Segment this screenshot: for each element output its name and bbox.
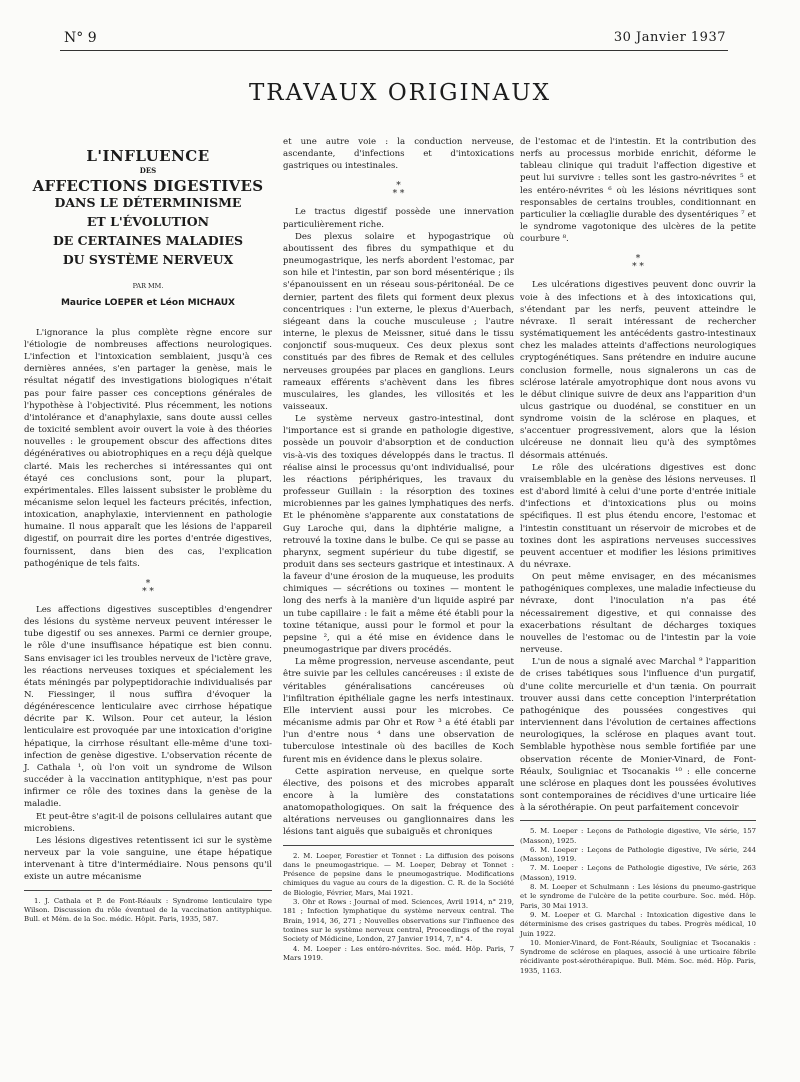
title-line-3b: ET L'ÉVOLUTION (86, 214, 210, 230)
title-line-3c: DE CERTAINES MALADIES (52, 233, 244, 249)
page-number: N° 9 (64, 30, 97, 46)
footnote: 6. M. Loeper : Leçons de Pathologie digestive, IVe série, 244 (Masson), 1919. (520, 845, 756, 864)
paragraph: On peut même envisager, en des mécanismes pathogéniques complexes, une maladie infectieuse du névraxe, dont l'inoculation n'a pas été nécessairement digestive, et qui connaisse des exacerbations résultant de décharges toxiques nouvelles de l'estomac ou de l'intestin par la voie nerveuse. (520, 572, 756, 656)
section-separator: * * * (632, 254, 644, 273)
title-line-3a: DANS LE DÉTERMINISME (54, 195, 242, 211)
footnote-rule (24, 890, 272, 891)
issue-date: 30 Janvier 1937 (613, 30, 726, 45)
column-3 (520, 136, 756, 976)
par-mm: PAR MM. (132, 282, 164, 291)
paragraph: Le tractus digestif possède une innervation particulièrement riche. (283, 207, 514, 230)
paragraph: L'un de nous a signalé avec Marchal ⁹ l'apparition de crises tabétiques sous l'influence d'un purgatif, d'une colite mercurielle et d'un tænia. On pourrait trouver aussi dans cette conception l'interprétation pathogénique des poussées congestives qui interviennent dans l'évolution de certaines affections neurologiques, la sclérose en plaques avant tout. Semblable hypothèse nous semble fortifiée par une observation récente de Monier-Vinard, de Font-Réaulx, Souligniac et Tsocanakis ¹⁰ : elle concerne une sclérose en plaques dont les poussées évolutives sont contemporaines de récidives d'une urticaire liée à la sérothérapie. On peut parfaitement concevoir (520, 657, 756, 814)
section-separator: * * * (392, 181, 405, 200)
column-2 (283, 136, 514, 963)
title-line-3d: DU SYSTÈME NERVEUX (62, 252, 234, 268)
paragraph: L'ignorance la plus complète règne encore sur l'étiologie de nombreuses affections neurologiques. L'infection et l'intoxication semblaient, jusqu'à ces dernières années, s'en partager la genèse, mais le résultat négatif des investigations biologiques n'était pas pour faire passer ces conceptions générales de l'hypothèse à l'objectivité. Plus récemment, les notions d'intolérance et d'anaphylaxie, sans doute aussi celles de toxicité semblent avoir ouvert la voie à des théories nouvelles : le groupement obscur des affections dites dégénératives ou abiotrophiques en a reçu déjà quelque clarté. Mais les recherches si intéressantes qui ont étayé ces conclusions sont, pour la plupart, expérimentales. Elles laissent subsister le problème du mécanisme selon lequel les facteurs précités, infection, intoxication, anaphylaxie, interviennent en pathologie humaine. Il nous apparaît que les lésions de l'appareil digestif, on pourrait dire les portes d'entrée digestives, fournissent, dans bien des cas, l'explication pathogénique de tels faits. (24, 327, 272, 569)
title-line-1: L'INFLUENCE (86, 147, 210, 165)
paragraph: Les affections digestives susceptibles d'engendrer des lésions du système nerveux peuvent intéresser le tube digestif ou ses annexes. Parmi ce dernier groupe, le rôle d'une insuffisance hépatique est bien connu. Sans envisager ici les troubles nerveux de l'ictère grave, les réactions nerveuses toxiques et spécialement les états méningés par polypeptidorachie individualisés par N. Fiessinger, il nous suffira d'évoquer la dégénérescence lenticulaire avec cirrhose hépatique décrite par K. Wilson. Pour cet auteur, la lésion lenticulaire est provoquée par une intoxication d'origine hépatique, la cirrhose résultant elle-même d'une toxi-infection de genèse digestive. L'observation récente de J. Cathala ¹, où l'on voit un syndrome de Wilson succéder à la vaccination antityphique, n'est pas pour infirmer ce rôle des toxines dans la genèse de la maladie. (24, 604, 272, 810)
section-title: TRAVAUX ORIGINAUX (248, 80, 552, 106)
paragraph: de l'estomac et de l'intestin. Et la contribution des nerfs au processus morbide enrichit, déforme le tableau clinique qui traduit l'affection digestive et peut lui survivre : telles sont les gastro-névrites ⁵ et les entéro-névrites ⁶ où les lésions névritiques sont responsables de certains troubles, conditionnant en particulier la cœliaglie durable des dysentériques ⁷ et le syndrome vagotonique des ulcères de la petite courbure ⁸. (520, 137, 756, 245)
paragraph: Cette aspiration nerveuse, en quelque sorte élective, des poisons et des microbes apparaît encore à la lumière des constatations anatomopathologiques. On sait la fréquence des altérations nerveuses ou ganglionnaires dans les lésions tant aiguës que subaiguës et chroniques (283, 766, 514, 838)
paragraph: Le système nerveux gastro-intestinal, dont l'importance est si grande en pathologie digestive, possède un pouvoir d'absorption et de conduction vis-à-vis des toxiques développés dans le tractus. Il réalise ainsi le processus qu'ont individualisé, pour les réactions périphériques, les travaux du professeur Guillain : la résorption des toxines microbiennes par les gaines lymphatiques des nerfs. Et le phénomène s'apparente aux constatations de Guy Laroche qui, dans la diphtérie maligne, a retrouvé la toxine dans le bulbe. Ce qui se passe au pharynx, segment supérieur du tube digestif, se produit dans ses secteurs gastrique et intestinaux. A la faveur d'une érosion de la muqueuse, les produits chimiques — sécrétions ou toxines — montent le long des nerfs à la manière d'un liquide aspiré par un tube capillaire : le fait a même été établi pour la toxine tétanique, aussi pour le formol et pour la pepsine ², qui a été mise en évidence dans le pneumogastrique par divers procédés. (283, 414, 514, 656)
footnote: 2. M. Loeper, Forestier et Tonnet : La diffusion des poisons dans le pneumogastrique. — M. Loeper, Debray et Tonnet : Présence de pepsine dans le pneumogastrique. Modifications chimiques du vague au cours de la digestion. C. R. de la Société de Biologie, Février, Mars, Mai 1921. (283, 851, 514, 897)
footnote: 4. M. Loeper : Les entéro-névrites. Soc. méd. Hôp. Paris, 7 Mars 1919. (283, 944, 514, 962)
footnote: 1. J. Cathala et P. de Font-Réaulx : Syndrome lenticulaire type Wilson. Discussion du rôle éventuel de la vaccination antityphique. Bull. et Mém. de la Soc. médic. Hôpit. Paris, 1935, 587. (24, 896, 272, 924)
footnote: 9. M. Loeper et G. Marchal : Intoxication digestive dans le déterminisme des crises gastriques du tabes. Progrès médical, 10 Juin 1922. (520, 910, 756, 938)
column-1 (24, 136, 272, 924)
footnote: 3. Ohr et Rows : Journal of med. Sciences, Avril 1914, n° 219, 181 ; Infection lymphatique du système nerveux central. The Brain, 1914, 36, 271 ; Nouvelles observations sur l'influence des toxines sur le système nerveux central, Proceedings of the royal Society of Médicine, London, 27 Janvier 1914, 7, n° 4. (283, 898, 514, 944)
footnote: 7. M. Loeper : Leçons de Pathologie digestive, IVe série, 263 (Masson), 1919. (520, 864, 756, 882)
authors: Maurice LOEPER et Léon MICHAUX (60, 297, 236, 308)
title-des: DES (139, 166, 157, 176)
section-separator: * * * (142, 578, 154, 597)
footnote-rule (283, 845, 514, 846)
footnotes (24, 897, 272, 925)
footnote: 5. M. Loeper : Leçons de Pathologie digestive, VIe série, 157 (Masson), 1925. (520, 827, 756, 845)
footnote-rule (520, 820, 756, 821)
title-line-2: AFFECTIONS DIGESTIVES (32, 177, 264, 196)
paragraph: Le rôle des ulcérations digestives est donc vraisemblable en la genèse des lésions nerveuses. Il est d'abord limité à celui d'une porte d'entrée initiale d'infections et d'intoxications plus ou moins spécifiques. Il est plus étendu encore, l'estomac et l'intestin constituant un réservoir de microbes et de toxines dont les aspirations nerveuses successives peuvent accentuer et modifier les lésions primitives du névraxe. (520, 462, 756, 570)
footnote: 8. M. Loeper et Schulmann : Les lésions du pneumo-gastrique et le syndrome de l'ulcère de la petite courbure. Soc. méd. Hôp. Paris, 30 Mai 1913. (520, 883, 756, 910)
footnotes (520, 827, 756, 976)
footnotes (283, 852, 514, 964)
footnote: 10. Monier-Vinard, de Font-Réaulx, Souligniac et Tsocanakis : Syndrome de sclérose en plaques, associé à une urticaire fébrile récidivante post-sérothérapique. Bull. Mém. Soc. méd. Hôp. Paris, 1935, 1163. (520, 938, 756, 975)
paragraph: Les ulcérations digestives peuvent donc ouvrir la voie à des infections et à des intoxications qui, s'étendant par les nerfs, peuvent atteindre le névraxe. Il serait intéressant de rechercher systématiquement les antécédents gastro-intestinaux chez les malades atteints d'affections neurologiques cryptogénétiques. Sans prétendre en induire aucune conclusion formelle, nous signalerons un cas de sclérose latérale amyotrophique dont nous avons vu le début clinique suivre de deux ans l'apparition d'un ulcus gastrique ou duodénal, se constituer en un syndrome voisin de la sclérose en plaques, et s'accentuer progressivement, alors que la lésion ulcéreuse ne donnait lieu qu'à des symptômes désormais atténués. (520, 280, 756, 461)
paragraph: Des plexus solaire et hypogastrique où aboutissent des fibres du sympathique et du pneumogastrique, les nerfs abordent l'estomac, par son hile et l'intestin, par son bord mésentérique ; ils s'épanouissent en un réseau sous-péritonéal. De ce dernier, partent des filets qui forment deux plexus concentriques : l'un externe, le plexus d'Auerbach, siégeant dans la couche musculeuse ; l'autre interne, le plexus de Meissner, situé dans le tissu conjonctif sous-muqueux. Ces deux plexus sont constitués par des fibres de Remak et des cellules nerveuses groupées par places en ganglions. Leurs rameaux efférents s'achèvent dans les fibres musculaires, les glandes, les villosités et les vaisseaux. (283, 231, 514, 412)
paragraph: Les lésions digestives retentissent ici sur le système nerveux par la voie sanguine, une étape hépatique intervenant à titre d'intermédiaire. Nous pensons qu'il existe un autre mécanisme (24, 835, 272, 883)
paragraph: La même progression, nerveuse ascendante, peut être suivie par les cellules cancéreuses : il existe de véritables généralisations cancéreuses où l'infiltration épithéliale gagne les nerfs intestinaux. Elle intervient aussi pour les microbes. Ce mécanisme admis par Ohr et Row ³ a été établi par l'un d'entre nous ⁴ dans une observation de tuberculose intestinale où des bacilles de Koch furent mis en évidence dans le plexus solaire. (283, 657, 514, 765)
paragraph: Et peut-être s'agit-il de poisons cellulaires autant que microbiens. (24, 811, 272, 834)
article-title-block (24, 136, 272, 309)
header-rule (60, 50, 728, 51)
paragraph: et une autre voie : la conduction nerveuse, ascendante, d'infections et d'intoxications gastriques ou intestinales. (283, 137, 514, 172)
